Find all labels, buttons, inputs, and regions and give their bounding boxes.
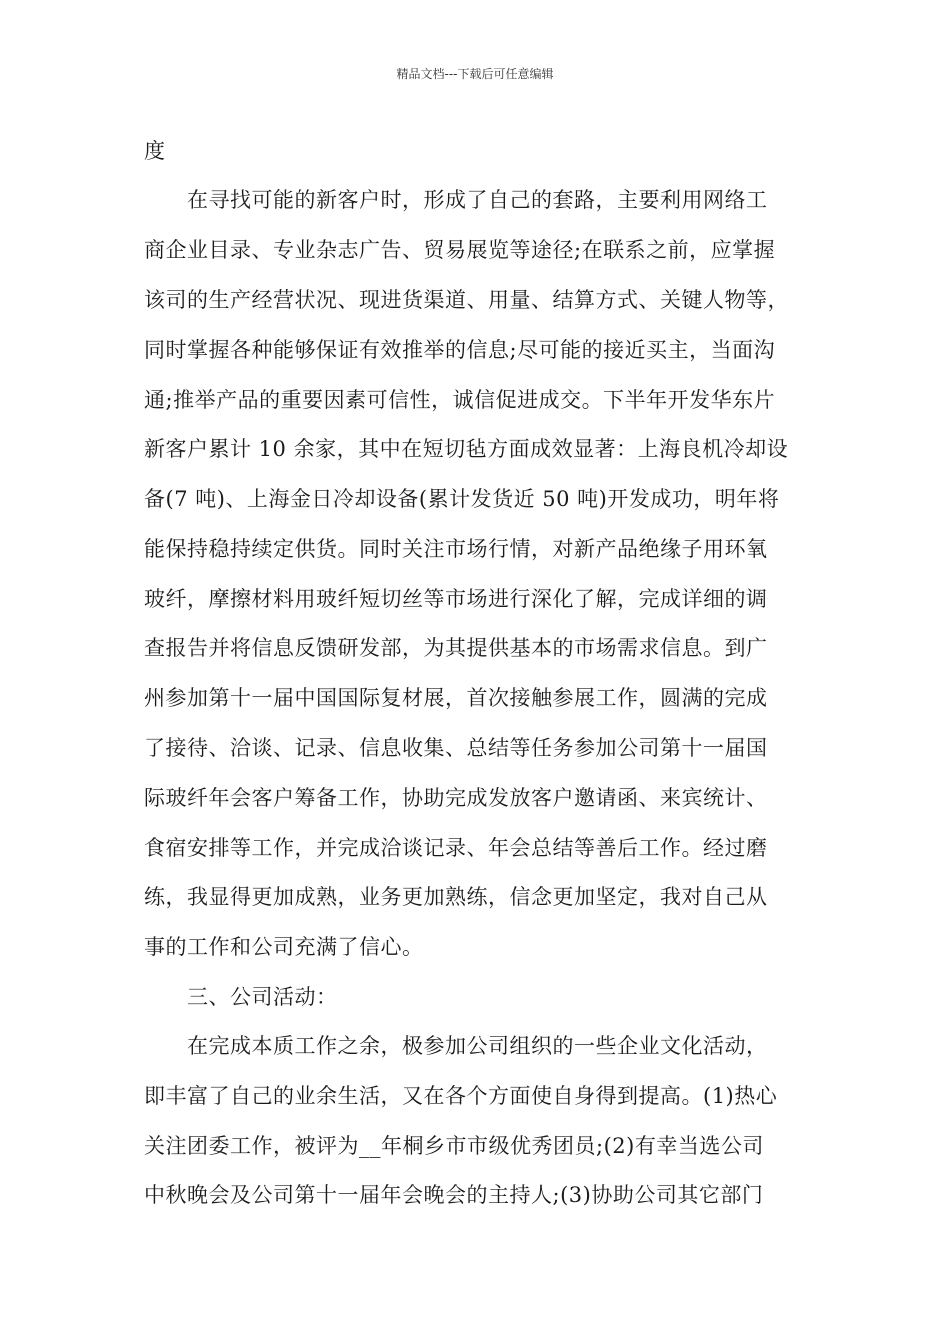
text-line: 新客户累计 10 余家，其中在短切毡方面成效显著：上海良机冷却设 bbox=[144, 437, 789, 461]
text-line: 中秋晚会及公司第十一届年会晚会的主持人;(3)协助公司其它部门 bbox=[144, 1183, 764, 1207]
text-line: 州参加第十一届中国国际复材展，首次接触参展工作，圆满的完成 bbox=[144, 686, 768, 710]
paragraph-start-line: 在完成本质工作之余，极参加公司组织的一些企业文化活动， bbox=[187, 1034, 768, 1058]
text-line: 关注团委工作，被评为__年桐乡市市级优秀团员;(2)有幸当选公司 bbox=[144, 1134, 764, 1158]
text-line: 度 bbox=[144, 139, 166, 163]
text-line: 商企业目录、专业杂志广告、贸易展览等途径;在联系之前，应掌握 bbox=[144, 238, 776, 262]
text-line: 食宿安排等工作，并完成洽谈记录、年会总结等善后工作。经过磨 bbox=[144, 836, 768, 860]
text-line: 玻纤，摩擦材料用玻纤短切丝等市场进行深化了解，完成详细的调 bbox=[144, 587, 768, 611]
text-line: 练，我显得更加成熟，业务更加熟练，信念更加坚定，我对自己从 bbox=[144, 885, 768, 909]
text-line: 即丰富了自己的业余生活，又在各个方面使自身得到提高。(1)热心 bbox=[144, 1084, 778, 1108]
text-line: 同时掌握各种能够保证有效推举的信息;尽可能的接近买主，当面沟 bbox=[144, 338, 776, 362]
text-line: 事的工作和公司充满了信心。 bbox=[144, 935, 424, 959]
text-line: 通;推举产品的重要因素可信性，诚信促进成交。下半年开发华东片 bbox=[144, 388, 776, 412]
text-line: 该司的生产经营状况、现进货渠道、用量、结算方式、关键人物等， bbox=[144, 288, 789, 312]
text-line: 查报告并将信息反馈研发部，为其提供基本的市场需求信息。到广 bbox=[144, 636, 768, 660]
section-heading: 三、公司活动： bbox=[187, 985, 338, 1009]
text-line: 了接待、洽谈、记录、信息收集、总结等任务参加公司第十一届国 bbox=[144, 736, 768, 760]
text-line: 际玻纤年会客户筹备工作，协助完成发放客户邀请函、来宾统计、 bbox=[144, 786, 768, 810]
paragraph-start-line: 在寻找可能的新客户时，形成了自己的套路，主要利用网络工 bbox=[187, 188, 768, 212]
text-line: 能保持稳持续定供货。同时关注市场行情，对新产品绝缘子用环氧 bbox=[144, 537, 768, 561]
page-header: 精品文档---下载后可任意编辑 bbox=[396, 67, 554, 81]
text-line: 备(7 吨)、上海金日冷却设备(累计发货近 50 吨)开发成功，明年将 bbox=[144, 487, 780, 511]
